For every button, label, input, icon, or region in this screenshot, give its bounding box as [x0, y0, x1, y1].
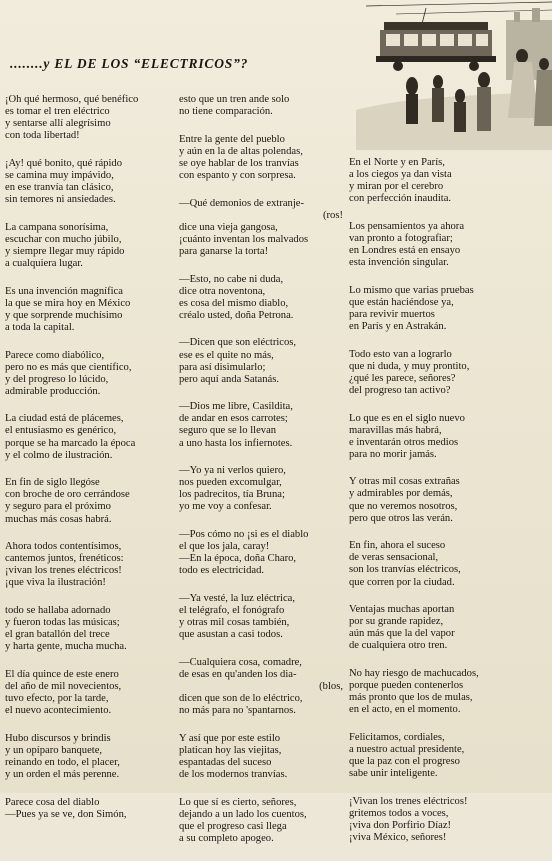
- poem-line: del progreso tan activo?: [349, 384, 451, 396]
- poem-line: La ciudad está de plácemes,: [5, 413, 124, 425]
- poem-line: y seguro para el próximo: [5, 501, 111, 513]
- poem-line: ¡viva México, señores!: [349, 832, 447, 844]
- stanza: [5, 222, 173, 270]
- poem-line: porque pueden contenerlos: [349, 680, 464, 692]
- poem-line: Felicitamos, cordiales,: [349, 731, 445, 743]
- column-1: [5, 94, 173, 836]
- poem-line: sin temores ni ansiedades.: [5, 194, 116, 206]
- poem-line: muchas más cosas habrá.: [5, 513, 112, 525]
- stanza: [179, 337, 347, 385]
- poem-line: —Pos cómo no ¡si es el diablo: [179, 529, 309, 541]
- poem-line: con toda libertad!: [5, 130, 80, 142]
- poem-line: gritemos todos a voces,: [349, 807, 449, 819]
- stanza: [179, 94, 347, 118]
- poem-line: ¿qué les parece, señores?: [349, 372, 456, 384]
- poem-line: todo es electricidad.: [179, 565, 265, 577]
- poem-line: de cualquiera otro tren.: [349, 640, 448, 652]
- poem-line-continuation: (ros!: [322, 209, 343, 221]
- poem-line: pero no es más que científico,: [5, 361, 132, 373]
- tram-illustration-icon: [356, 0, 552, 150]
- stanza: [5, 797, 173, 821]
- poem-line: en el acto, en el momento.: [349, 704, 461, 716]
- poem-line: se camina muy impávido,: [5, 169, 114, 181]
- poem-line: pero aquí anda Satanás.: [179, 373, 280, 385]
- stanza: [349, 668, 549, 716]
- poem-line: para revivir muertos: [349, 308, 435, 320]
- stanza: [349, 540, 549, 588]
- poem-line: ¡que viva la ilustración!: [5, 577, 106, 589]
- poem-line: a los ciegos ya dan vista: [349, 169, 452, 181]
- stanza: [349, 349, 549, 397]
- stanza: [5, 477, 173, 525]
- poem-line: van pronto a fotografiar;: [349, 232, 453, 244]
- poem-title: ........y EL DE LOS “ELECTRICOS”?: [10, 56, 249, 71]
- poem-line: espantadas del suceso: [179, 756, 272, 768]
- poem-line: dicen que son de lo eléctrico,: [179, 693, 303, 705]
- poem-line: del año de mil novecientos,: [5, 680, 122, 692]
- poem-line: La campana sonorísima,: [5, 221, 109, 233]
- poem-line: —Yo ya ni verlos quiero,: [179, 465, 286, 477]
- poem-line: son los tranvías eléctricos,: [349, 564, 461, 576]
- stanza: [179, 401, 347, 449]
- stanza: [179, 657, 347, 717]
- poem-line: —Pues ya se ve, don Simón,: [5, 808, 127, 820]
- poem-line: y del progreso lo lúcido,: [5, 373, 109, 385]
- stanza: [5, 350, 173, 398]
- poem-line: cantemos juntos, frenéticos:: [5, 553, 124, 565]
- poem-line: el telégrafo, el fonógrafo: [179, 605, 285, 616]
- poem-line: Lo que sí es cierto, señores,: [179, 796, 297, 808]
- poem-line: —Dicen que son eléctricos,: [179, 337, 297, 349]
- poem-line: En fin de siglo llegóse: [5, 477, 100, 489]
- poem-line: a nuestro actual presidente,: [349, 743, 465, 755]
- poem-line: que el progreso casi llega: [179, 820, 287, 832]
- stanza: [349, 413, 549, 461]
- poem-line: no tiene comparación.: [179, 106, 273, 118]
- poem-line: y otras mil cosas también,: [179, 617, 290, 629]
- poem-line: Todo esto van a lograrlo: [349, 348, 452, 360]
- poem-line: esta invención singular.: [349, 257, 449, 269]
- stanza: [349, 285, 549, 333]
- stanza: [349, 604, 549, 652]
- stanza: [179, 134, 347, 182]
- poem-line: con perfección inaudita.: [349, 193, 452, 205]
- poem-line: los padrecitos, tía Bruna;: [179, 489, 285, 501]
- poem-line: que ni duda, y muy prontito,: [349, 360, 470, 372]
- poem-line: a su completo apogeo.: [179, 832, 274, 844]
- poem-line: y fueron todas las músicas;: [5, 617, 120, 629]
- poem-line: de andar en esos carrotes;: [179, 413, 288, 425]
- poem-line: —Qué demonios de extranje-: [179, 197, 305, 209]
- poem-line: esto que un tren ande solo: [179, 94, 290, 105]
- poem-line: con espanto y con sorpresa.: [179, 169, 296, 181]
- poem-line: En fin, ahora el suceso: [349, 540, 446, 552]
- poem-line: reinando en todo, el placer,: [5, 756, 120, 768]
- poem-line: aún más que la del vapor: [349, 628, 455, 640]
- poem-line: es tomar el tren eléctrico: [5, 106, 110, 118]
- stanza: [5, 94, 173, 142]
- poem-line: y un opíparo banquete,: [5, 744, 103, 756]
- poem-line: El día quince de este enero: [5, 668, 119, 680]
- stanza: [349, 221, 549, 269]
- poem-line: en ese tranvía tan clásico,: [5, 182, 114, 194]
- poem-line: Los pensamientos ya ahora: [349, 220, 465, 232]
- poem-line: con broche de oro cerrándose: [5, 489, 130, 501]
- poem-line: No hay riesgo de machucados,: [349, 668, 479, 679]
- stanza: [179, 198, 347, 258]
- poem-line: ese es el quite no más,: [179, 349, 274, 361]
- poem-line: el gran batallón del trece: [5, 629, 110, 641]
- poem-line: ¡Ay! qué bonito, qué rápido: [5, 157, 123, 169]
- poem-line: y admirables por demás,: [349, 488, 453, 500]
- poem-line: y miran por el cerebro: [349, 181, 444, 193]
- poem-line: a uno hasta los infiernotes.: [179, 437, 293, 449]
- poem-line: para no morir jamás.: [349, 448, 437, 460]
- poem-line: Ahora todos contentísimos,: [5, 541, 122, 553]
- poem-line: por su grande rapidez,: [349, 616, 444, 628]
- column-2: [179, 94, 347, 861]
- poem-line: Lo que es en el siglo nuevo: [349, 412, 465, 424]
- stanza: [349, 157, 549, 205]
- poem-line: de veras sensacional,: [349, 552, 439, 564]
- poem-line: Es una invención magnífica: [5, 285, 123, 297]
- poem-line: y siempre llegar muy rápido: [5, 245, 125, 257]
- poem-line: que la paz con el progreso: [349, 756, 460, 768]
- poem-line: porque se ha marcado la época: [5, 437, 136, 449]
- stanza: [179, 593, 347, 641]
- stanza: [5, 541, 173, 589]
- poem-line: y harta gente, mucha mucha.: [5, 641, 127, 653]
- poem-line: y sentarse allí alegrísimo: [5, 118, 111, 130]
- poem-line: Parece cosa del diablo: [5, 796, 100, 808]
- poem-line: —Esto, no cabe ni duda,: [179, 273, 284, 285]
- poem-line: para ganarse la torta!: [179, 245, 269, 257]
- poem-line: ¡Oh qué hermoso, qué benéfico: [5, 94, 139, 105]
- poem-line: En el Norte y en París,: [349, 157, 445, 168]
- poem-line: tuvo efecto, por la tarde,: [5, 693, 109, 705]
- poem-line: de esas en qu'anden los dia-: [179, 668, 297, 680]
- poem-line: que corren por la ciudad.: [349, 576, 455, 588]
- poem-line: yo me voy a confesar.: [179, 501, 272, 513]
- poem-line: —Dios me libre, Casildita,: [179, 401, 293, 413]
- poem-line: a toda la capital.: [5, 321, 75, 333]
- poem-line: dejando a un lado los cuentos,: [179, 808, 307, 820]
- poem-line: e inventarán otros medios: [349, 436, 459, 448]
- stanza: [349, 796, 549, 844]
- poem-line: el que los jala, caray!: [179, 541, 270, 553]
- poem-line: pero que otros las verán.: [349, 512, 453, 524]
- stanza: [5, 413, 173, 461]
- poem-line: en Londres está en ensayo: [349, 245, 461, 257]
- stanza: [349, 476, 549, 524]
- poem-line: y el colmo de ilustración.: [5, 449, 113, 461]
- poem-line: Parece como diabólico,: [5, 349, 105, 361]
- poem-line: ¡viva don Porfirio Díaz!: [349, 819, 452, 831]
- poem-line: Lo mismo que varias pruebas: [349, 284, 474, 296]
- poem-line: escuchar con mucho júbilo,: [5, 233, 122, 245]
- poem-line: platican hoy las viejitas,: [179, 744, 282, 756]
- poem-line: —Cualquiera cosa, comadre,: [179, 656, 302, 668]
- poem-line: la que se mira hoy en México: [5, 297, 131, 309]
- poem-line: es cosa del mismo diablo,: [179, 297, 289, 309]
- stanza: [179, 529, 347, 577]
- poem-line: dice una vieja gangosa,: [179, 221, 278, 233]
- poem-line: que no veremos nosotros,: [349, 500, 458, 512]
- poem-line: maravillas más habrá,: [349, 424, 442, 436]
- poem-line: no más para no 'spantarnos.: [179, 705, 296, 717]
- poem-line: más pronto que los de mulas,: [349, 692, 473, 704]
- poem-line-continuation: (blos,: [319, 680, 343, 692]
- poem-line: ¡cuánto inventan los malvados: [179, 233, 309, 245]
- poem-line: se oye hablar de los tranvías: [179, 157, 299, 169]
- stanza: [5, 158, 173, 206]
- poem-line: para así disimularlo;: [179, 361, 266, 373]
- poem-line: Ventajas muchas aportan: [349, 604, 455, 616]
- poem-line: que están haciéndose ya,: [349, 296, 454, 308]
- poem-line: —Ya vesté, la luz eléctrica,: [179, 592, 295, 604]
- poem-line: ¡Vivan los trenes eléctricos!: [349, 795, 468, 807]
- poem-line: y aún en la de altas polendas,: [179, 145, 303, 157]
- stanza: [179, 465, 347, 513]
- stanza: [5, 286, 173, 334]
- stanza: [349, 732, 549, 780]
- poem-line: Y otras mil cosas extrañas: [349, 476, 460, 488]
- poem-line: Y así que por este estilo: [179, 732, 281, 744]
- stanza: [179, 797, 347, 845]
- poem-line: nos pueden excomulgar,: [179, 477, 282, 489]
- poem-line: dice otra noventona,: [179, 285, 266, 297]
- poem-line: Entre la gente del pueblo: [179, 133, 285, 145]
- stanza: [5, 605, 173, 653]
- poem-line: el entusiasmo es genérico,: [5, 425, 117, 437]
- column-3: [349, 157, 549, 860]
- poem-line: sabe unir inteligente.: [349, 768, 438, 780]
- poem-line: todo se hallaba adornado: [5, 605, 111, 616]
- stanza: [179, 733, 347, 781]
- poem-line: que asustan a casi todos.: [179, 629, 283, 641]
- poem-line: Hubo discursos y brindis: [5, 732, 111, 744]
- poem-line: de los modernos tranvías.: [179, 769, 288, 781]
- poem-line: admirable producción.: [5, 385, 101, 397]
- poem-line: a cualquiera lugar.: [5, 258, 83, 270]
- stanza: [179, 274, 347, 322]
- poem-line: en París y en Astrakán.: [349, 321, 447, 333]
- stanza: [5, 669, 173, 717]
- poem-line: y que sorprende muchísimo: [5, 309, 123, 321]
- poem-line: y un orden el más perenne.: [5, 769, 120, 781]
- poem-line: el nuevo acontecimiento.: [5, 705, 112, 717]
- poem-line: ¡vivan los trenes eléctricos!: [5, 565, 122, 577]
- poem-line: seguro que se lo llevan: [179, 425, 277, 437]
- poem-line: —En la época, doña Charo,: [179, 553, 297, 565]
- stanza: [5, 733, 173, 781]
- poem-line: créalo usted, doña Petrona.: [179, 309, 294, 321]
